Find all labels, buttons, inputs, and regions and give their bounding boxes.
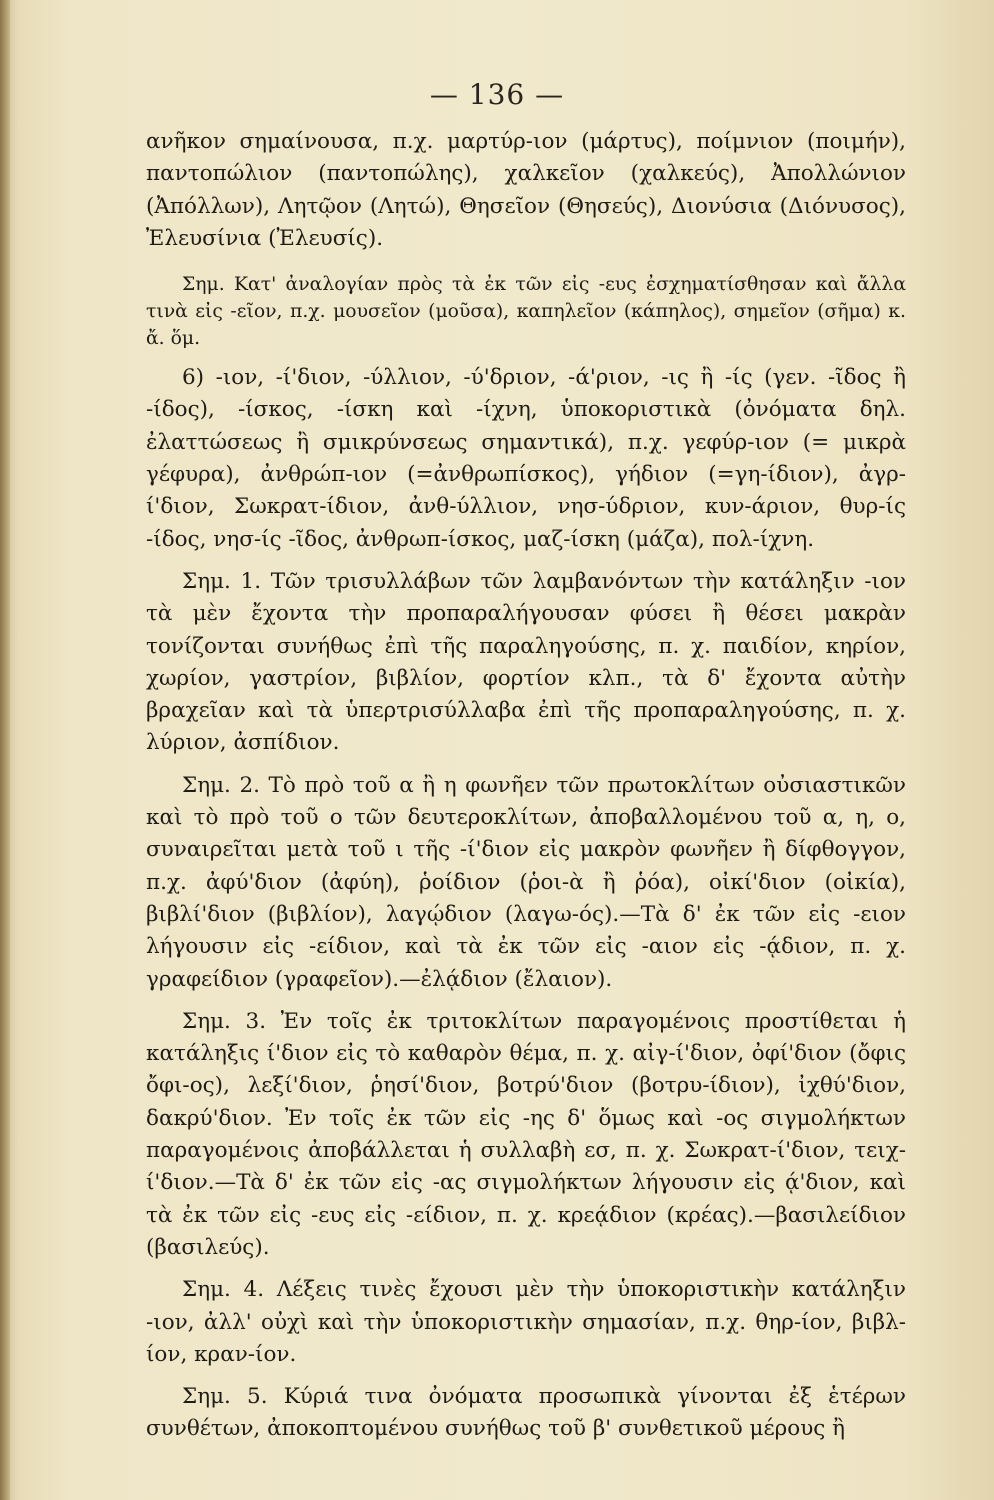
note-1-paragraph: Σημ. 1. Τῶν τρισυλλάβων τῶν λαμβανόντων τὴν κατάληξιν -ιον τὰ μὲν ἔχοντα τὴν προπαραλήγουσαν φύσει ἢ θέσει μακρὰν τονίζονται συνήθως ἐπὶ τῆς παραληγούσης, π. χ. παιδίον, κηρίον, χωρίον, γαστρίον, βιβλίον, φορτίον κλπ., τὰ δ' ἔχοντα αὐτὴν βραχεῖαν καὶ τὰ ὑπερτρισύλλαβα ἐπὶ τῆς προπαραληγούσης, π. χ. λύριον, ἀσπίδιον. [146, 568, 906, 756]
note-3-paragraph: Σημ. 3. Ἐν τοῖς ἐκ τριτοκλίτων παραγομένοις προστίθεται ἡ κατάληξις ί'διον εἰς τὸ καθαρὸν θέμα, π. χ. αἰγ-ί'διον, ὀφί'διον (ὄφις ὄφι-ος), λεξί'διον, ῥησί'διον, βοτρύ'διον (βοτρυ-ίδιον), ἰχθύ'διον, δακρύ'διον. Ἐν τοῖς ἐκ τῶν εἰς -ης δ' ὅμως καὶ -ος σιγμολήκτων παραγομένοις ἀποβάλλεται ἡ συλλαβὴ εσ, π. χ. Σωκρατ-ί'διον, τειχ-ί'διον.—Τὰ δ' ἐκ τῶν εἰς -ας σιγμολήκτων λήγουσιν εἰς ᾴ'διον, καὶ τὰ ἐκ τῶν εἰς -ευς εἰς -είδιον, π. χ. κρεᾴδιον (κρέας).—βασιλείδιον (βασιλεύς). [146, 1008, 906, 1260]
small-note-paragraph: Σημ. Κατ' ἀναλογίαν πρὸς τὰ ἐκ τῶν εἰς -ευς ἐσχηματίσθησαν καὶ ἄλλα τινὰ εἰς -εῖον, π.χ. μουσεῖον (μοῦσα), καπηλεῖον (κάπηλος), σημεῖον (σῆμα) κ. ἄ. ὅμ. [146, 274, 906, 350]
section-6-paragraph: 6) -ιον, -ί'διον, -ύλλιον, -ύ'δριον, -ά'ριον, -ις ἢ -ίς (γεν. -ῖδος ἢ -ίδος), -ίσκος, -ίσκη καὶ -ίχνη, ὑποκοριστικὰ (ὀνόματα δηλ. ἐλαττώσεως ἢ σμικρύνσεως σημαντικά), π.χ. γεφύρ-ιον (= μικρὰ γέφυρα), ἀνθρώπ-ιον (=ἀνθρωπίσκος), γήδιον (=γη-ίδιον), ἀγρ-ί'διον, Σωκρατ-ίδιον, ἀνθ-ύλλιον, νησ-ύδριον, κυν-άριον, θυρ-ίς -ίδος, νησ-ίς -ῖδος, ἀνθρωπ-ίσκος, μαζ-ίσκη (μάζα), πολ-ίχνη. [146, 365, 906, 552]
intro-paragraph: ανῆκον σημαίνουσα, π.χ. μαρτύρ-ιον (μάρτυς), ποίμνιον (ποιμήν), παντοπώλιον (παντοπώλης), χαλκεῖον (χαλκεύς), Ἀπολλώνιον (Ἀπόλλων), Λητῷον (Λητώ), Θησεῖον (Θησεύς), Διονύσια (Διόνυσος), Ἐλευσίνια (Ἐλευσίς). [146, 129, 906, 251]
note-2-paragraph: Σημ. 2. Τὸ πρὸ τοῦ α ἢ η φωνῆεν τῶν πρωτοκλίτων οὐσιαστικῶν καὶ τὸ πρὸ τοῦ ο τῶν δευτεροκλίτων, ἀποβαλλομένου τοῦ α, η, ο, συναιρεῖται μετὰ τοῦ ι τῆς -ί'διον εἰς μακρὸν φωνῆεν ἢ δίφθογγον, π.χ. ἀφύ'διον (ἀφύη), ῥοίδιον (ῥοι-ὰ ἢ ῥόα), οἰκί'διον (οἰκία), βιβλί'διον (βιβλίον), λαγῴδιον (λαγω-ός).—Τὰ δ' ἐκ τῶν εἰς -ειον λήγουσιν εἰς -είδιον, καὶ τὰ ἐκ τῶν εἰς -αιον εἰς -ᾴδιον, π. χ. γραφείδιον (γραφεῖον).—ἐλᾴδιον (ἔλαιον). [146, 772, 906, 992]
page-spine-edge [0, 0, 10, 1500]
note-5-paragraph: Σημ. 5. Κύριά τινα ὀνόματα προσωπικὰ γίνονται ἐξ ἑτέρων συνθέτων, ἀποκοπτομένου συνήθως τοῦ β' συνθετικοῦ μέρους ἢ [146, 1384, 906, 1442]
page-body [146, 126, 906, 1446]
page-number: — 136 — [429, 78, 565, 111]
note-4-paragraph: Σημ. 4. Λέξεις τινὲς ἔχουσι μὲν τὴν ὑποκοριστικὴν κατάληξιν -ιον, ἀλλ' οὐχὶ καὶ τὴν ὑποκοριστικὴν σημασίαν, π.χ. θηρ-ίον, βιβλ-ίον, κραν-ίον. [146, 1277, 906, 1367]
